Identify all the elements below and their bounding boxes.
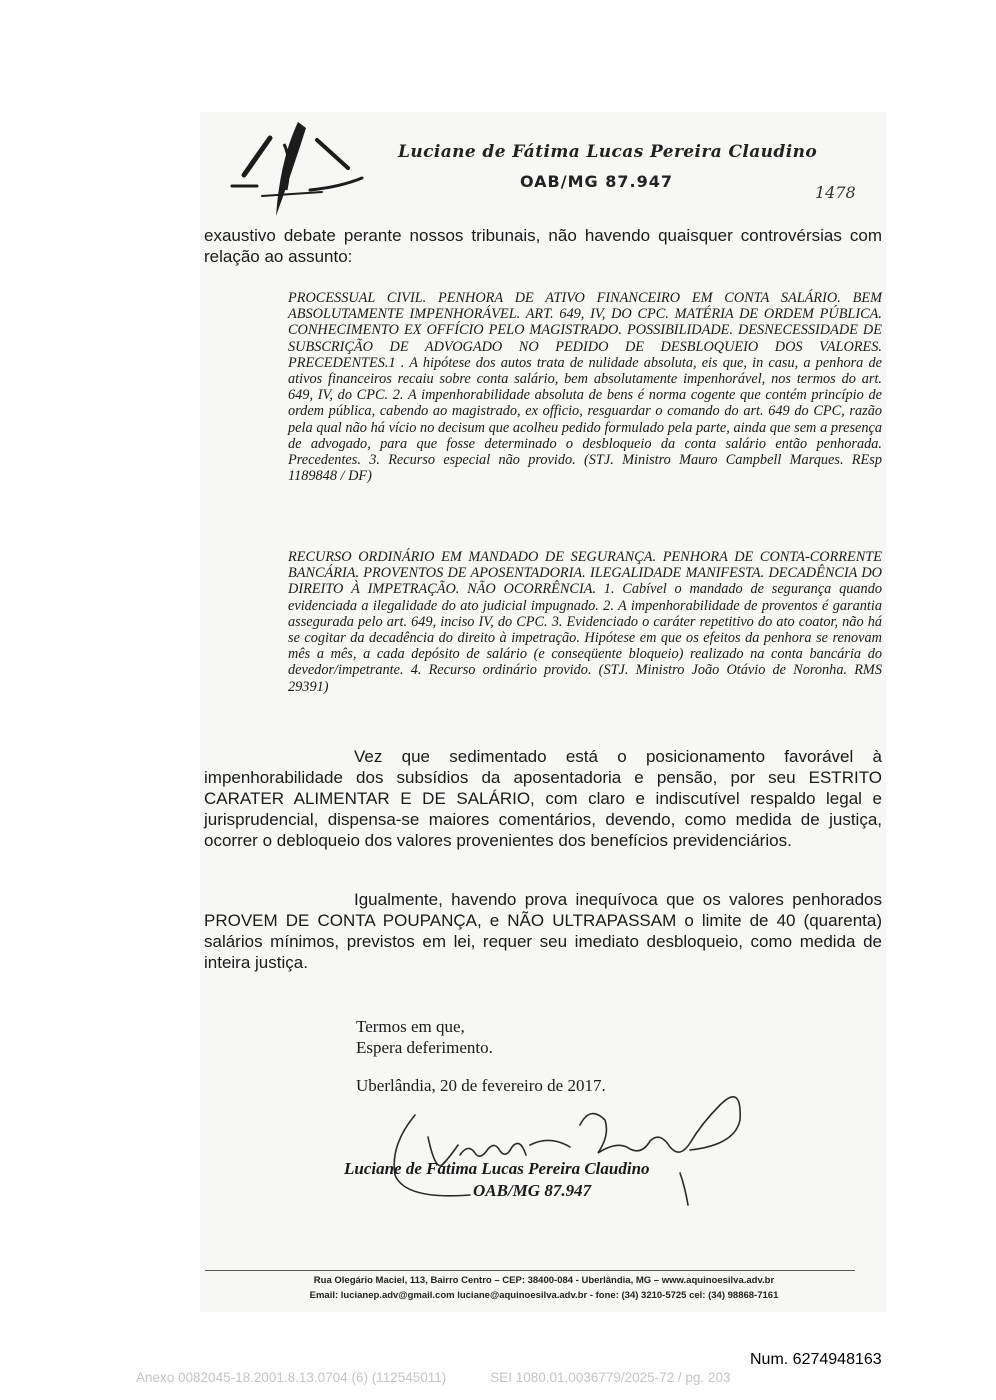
sei-reference: SEI 1080.01.0036779/2025-72 / pg. 203 bbox=[490, 1370, 731, 1385]
footer-divider bbox=[205, 1270, 855, 1271]
annex-reference: Anexo 0082045-18.2001.8.13.0704 (6) (112545011) bbox=[136, 1370, 447, 1385]
closing-line-1: Termos em que, bbox=[356, 1017, 465, 1036]
intro-paragraph: exaustivo debate perante nossos tribunais, não havendo quaisquer controvérsias com relação ao assunto: bbox=[204, 226, 882, 266]
argument-paragraph-2: Igualmente, havendo prova inequívoca que os valores penhorados PROVEM DE CONTA POUPANÇA, e NÃO ULTRAPASSAM o limite de 40 (quarenta) salários mínimos, previstos em lei, requer seu imediato desbloqueio, como medida de inteira justiça. bbox=[204, 890, 882, 972]
closing-line-2: Espera deferimento. bbox=[356, 1038, 493, 1057]
signer-oab: OAB/MG 87.947 bbox=[473, 1181, 592, 1200]
law-office-logo bbox=[222, 120, 367, 220]
place-date: Uberlândia, 20 de fevereiro de 2017. bbox=[356, 1076, 606, 1095]
case-law-citation-2: RECURSO ORDINÁRIO EM MANDADO DE SEGURANÇA. PENHORA DE CONTA-CORRENTE BANCÁRIA. PROVENTOS DE APOSENTADORIA. ILEGALIDADE MANIFESTA. DECADÊNCIA DO DIREITO À IMPETRAÇÃO. NÃO OCORRÊNCIA. 1. Cabível o mandado de segurança quando evidenciada a ilegalidade do ato judicial impugnado. 2. A impenhorabilidade de proventos é garantia assegurada pelo art. 649, inciso IV, do CPC. 3. Evidenciado o caráter repetitivo do ato coator, não há se cogitar da decadência do direito à impetração. Hipótese em que os efeitos da penhora se renovam mês a mês, a cada depósito de salário (e conseqüente bloqueio) realizado na conta bancária do devedor/impetrante. 4. Recurso ordinário provido. (STJ. Ministro João Otávio de Noronha. RMS 29391) bbox=[288, 549, 882, 695]
document-number: Num. 6274948163 bbox=[750, 1351, 882, 1368]
page-folio-handwritten: 1478 bbox=[815, 183, 856, 202]
annex-stamp bbox=[136, 1370, 936, 1385]
letterhead-oab: OAB/MG 87.947 bbox=[520, 172, 673, 191]
case-law-citation-1: PROCESSUAL CIVIL. PENHORA DE ATIVO FINANCEIRO EM CONTA SALÁRIO. BEM ABSOLUTAMENTE IMPENHORÁVEL. ART. 649, IV, DO CPC. MATÉRIA DE ORDEM PÚBLICA. CONHECIMENTO EX OFFÍCIO PELO MAGISTRADO. POSSIBILIDADE. DESNECESSIDADE DE SUBSCRIÇÃO DE ADVOGADO NO PEDIDO DE DESBLOQUEIO DOS VALORES. PRECEDENTES.1 . A hipótese dos autos trata de nulidade absoluta, eis que, in casu, a penhora de ativos financeiros recaiu sobre conta salário, bem absolutamente impenhorável, nos termos do art. 649, IV, do CPC. 2. A impenhorabilidade absoluta de bens é norma cogente que contém princípio de ordem pública, cabendo ao magistrado, ex officio, resguardar o comando do art. 649 do CPC, razão pela qual não há vício no decisum que acolheu pedido formulado pela parte, ainda que sem a presença de advogado, para que fosse determinado o desbloqueio da conta salário então penhorada. Precedentes. 3. Recurso especial não provido. (STJ. Ministro Mauro Campbell Marques. REsp 1189848 / DF) bbox=[288, 290, 882, 485]
signer-name: Luciane de Fátima Lucas Pereira Claudino bbox=[344, 1159, 650, 1178]
footer-contacts: Email: lucianep.adv@gmail.com luciane@aquinoesilva.adv.br - fone: (34) 3210-5725 cel: (34) 98868-7161 bbox=[309, 1290, 779, 1301]
footer-address: Rua Olegário Maciel, 113, Bairro Centro – CEP: 38400-084 - Uberlândia, MG – www.aquinoesilva.adv.br bbox=[313, 1275, 775, 1286]
argument-paragraph-1: Vez que sedimentado está o posicionamento favorável à impenhorabilidade dos subsídios da aposentadoria e pensão, por seu ESTRITO CARATER ALIMENTAR E DE SALÁRIO, com claro e indiscutível respaldo legal e jurisprudencial, dispensa-se maiores comentários, devendo, como medida de justiça, ocorrer o debloqueio dos valores provenientes dos benefícios previdenciários. bbox=[204, 747, 882, 850]
letterhead-name: Luciane de Fátima Lucas Pereira Claudino bbox=[398, 142, 818, 162]
